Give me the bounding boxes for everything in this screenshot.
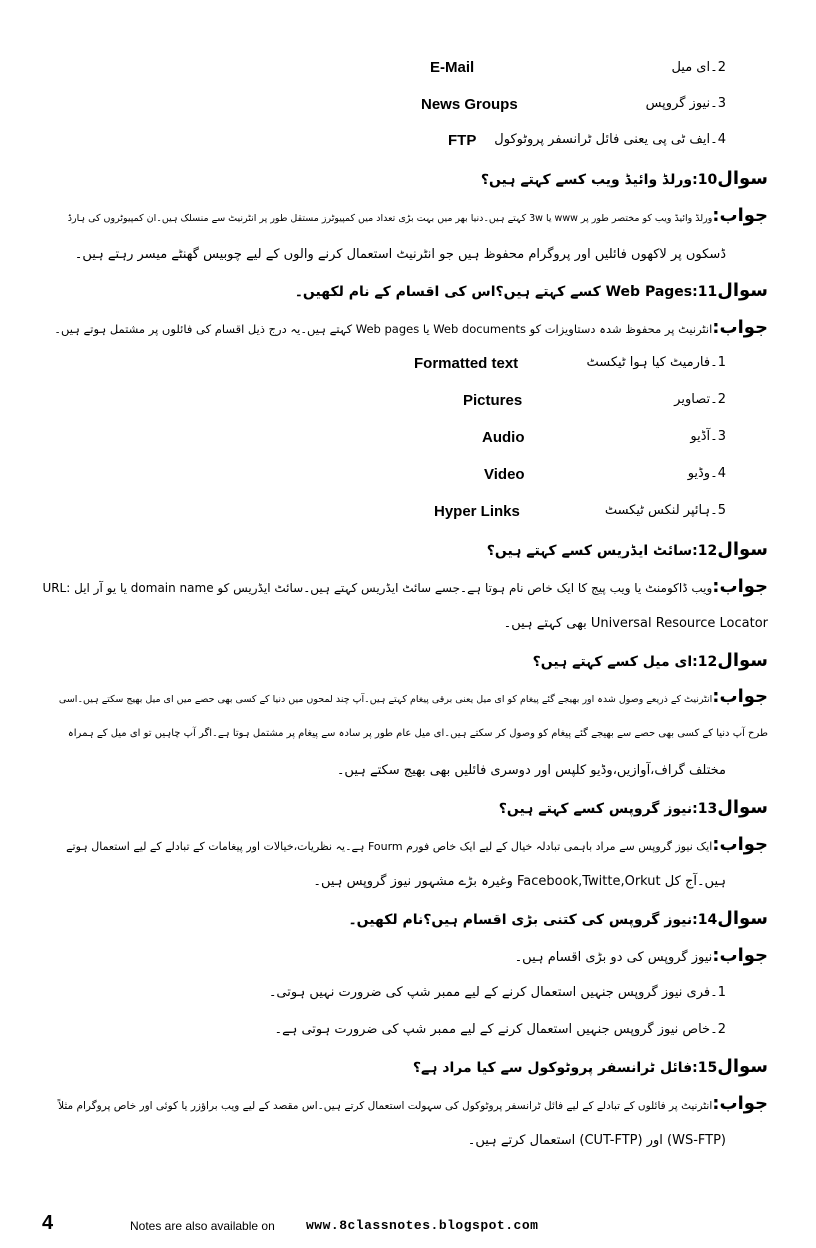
question-text: 14:نیوز گروپس کی کتنی بڑی اقسام ہیں؟نام لکھیں۔ xyxy=(348,912,718,928)
answer-14-item-1: 1۔فری نیوز گروپس جنہیں استعمال کرنے کے لیے ممبر شپ کی ضرورت نہیں ہوتی۔ xyxy=(268,985,726,1000)
answer-14-item-2: 2۔خاص نیوز گروپس جنہیں استعمال کرنے کے لیے ممبر شپ کی ضرورت ہوتی ہے۔ xyxy=(274,1022,726,1037)
answer-label: جواب: xyxy=(712,317,768,338)
answer-10-line-2: ڈسکوں پر لاکھوں فائلیں اور پروگرام محفوظ ہیں جو انٹرنیٹ استعمال کرنے والوں کے لیے چوبیس گھنٹے میسر رہتے ہیں۔ xyxy=(74,247,726,262)
answer-label: جواب: xyxy=(712,686,768,707)
answer-15-line-2: (WS-FTP) اور (CUT-FTP) استعمال کرتے ہیں۔ xyxy=(467,1133,726,1148)
question-14 xyxy=(348,909,768,930)
question-label: سوال xyxy=(717,797,768,818)
list-item-english: E-Mail xyxy=(430,59,475,76)
list-item-english: Video xyxy=(484,466,525,483)
answer-text: انٹرنیٹ پر محفوظ شدہ دستاویزات کو Web documents یا Web pages کہتے ہیں۔یہ درج ذیل اقسام کی فائلوں پر مشتمل ہوتے ہیں۔ xyxy=(54,322,713,336)
answer-text: نیوز گروپس کی دو بڑی اقسام ہیں۔ xyxy=(514,950,713,965)
answer-text: انٹرنیٹ کے ذریعے وصول شدہ اور بھیجے گئے پیغام کو ای میل یعنی برقی پیغام کہتے ہیں۔آپ چند لمحوں میں دنیا کے کسی بھی حصے میں ای میل بھیج سکتے ہیں۔اسی xyxy=(58,694,713,705)
answer-11-line-1 xyxy=(54,318,768,339)
list-item-urdu: 4۔وڈیو xyxy=(687,466,726,481)
question-label: سوال xyxy=(717,280,768,301)
footer-note: Notes are also available on xyxy=(130,1219,275,1233)
question-text: 10:ورلڈ وائیڈ ویب کسے کہتے ہیں؟ xyxy=(480,172,718,188)
question-label: سوال xyxy=(717,908,768,929)
question-text: 15:فائل ٹرانسفر پروٹوکول سے کیا مراد ہے؟ xyxy=(412,1060,718,1076)
list-item-english: Audio xyxy=(482,429,525,446)
answer-14-line-1 xyxy=(515,946,768,968)
question-15 xyxy=(413,1057,768,1078)
answer-12-email-line-2: طرح آپ دنیا کے کسی بھی حصے سے بھیجے گئے پیغام کو وصول کر سکتے ہیں۔ای میل عام طور پر سادہ سے پیغام پر مشتمل ہوتا ہے۔اگر آپ چاہیں تو ای میل کے ہمراہ xyxy=(67,728,768,739)
answer-10-line-1 xyxy=(68,206,768,229)
question-12-site-address xyxy=(487,540,768,561)
list-item-urdu: 3۔نیوز گروپس xyxy=(645,96,726,111)
list-item-urdu: 3۔آڈیو xyxy=(690,429,726,444)
list-item-english: Formatted text xyxy=(414,355,519,372)
question-text: 13:نیوز گروپس کسے کہتے ہیں؟ xyxy=(498,801,718,817)
answer-label: جواب: xyxy=(712,1093,768,1114)
list-item-urdu: 5۔ہائپر لنکس ٹیکسٹ xyxy=(604,503,726,518)
list-item-english: FTP xyxy=(448,132,477,149)
answer-13-line-2: ہیں۔آج کل Facebook,Twitte,Orkut وغیرہ بڑے مشہور نیوز گروپس ہیں۔ xyxy=(313,874,726,889)
page-number: 4 xyxy=(42,1212,54,1234)
list-item-urdu: 4۔ایف ٹی پی یعنی فائل ٹرانسفر پروٹوکول xyxy=(494,132,726,147)
answer-12-site-address-line-2: Universal Resource Locator بھی کہتے ہیں۔ xyxy=(503,616,768,631)
question-text: 12:ای میل کسے کہتے ہیں؟ xyxy=(532,654,718,670)
question-11 xyxy=(295,281,768,302)
answer-15-line-1 xyxy=(58,1094,768,1116)
answer-label: جواب: xyxy=(712,576,768,597)
question-12-email xyxy=(533,651,768,672)
question-text: 12:سائٹ ایڈریس کسے کہتے ہیں؟ xyxy=(486,543,718,559)
question-label: سوال xyxy=(717,168,768,189)
answer-13-line-1 xyxy=(66,835,768,857)
list-item-english: Pictures xyxy=(463,392,523,409)
footer-url: www.8classnotes.blogspot.com xyxy=(306,1218,539,1233)
list-item-urdu: 1۔فارمیٹ کیا ہوا ٹیکسٹ xyxy=(586,355,726,370)
question-10 xyxy=(481,169,768,190)
answer-text: ایک نیوز گروپس سے مراد باہمی تبادلہ خیال کے لیے ایک خاص فورم Fourm ہے۔یہ نظریات،خیالات اور پیغامات کے تبادلے کے لیے استعمال ہوتے xyxy=(66,840,713,853)
answer-12-email-line-1 xyxy=(59,687,768,710)
answer-label: جواب: xyxy=(712,205,768,226)
answer-label: جواب: xyxy=(712,945,768,966)
answer-text: ورلڈ وائیڈ ویب کو مختصر طور پر www یا 3w کہتے ہیں۔دنیا بھر میں بہت بڑی تعداد میں کمپیوٹرز مستقل طور پر انٹرنیٹ سے منسلک ہیں۔ان کمپیوٹروں کی ہارڈ xyxy=(67,213,713,224)
answer-text: انٹرنیٹ پر فائلوں کے تبادلے کے لیے فائل ٹرانسفر پروٹوکول کی سہولت استعمال کرتے ہیں۔اس مقصد کے لیے ویب براؤزر یا کوئی اور خاص پروگرام مثلاً xyxy=(58,1100,713,1112)
question-13 xyxy=(499,798,768,819)
question-label: سوال xyxy=(717,539,768,560)
answer-12-email-line-3: مختلف گراف،آوازیں،وڈیو کلپس اور دوسری فائلیں بھی بھیج سکتے ہیں۔ xyxy=(336,763,726,778)
answer-label: جواب: xyxy=(712,834,768,855)
list-item-urdu: 2۔تصاویر xyxy=(674,392,726,407)
list-item-english: Hyper Links xyxy=(434,503,520,520)
answer-12-site-address-line-1 xyxy=(42,577,768,598)
list-item-urdu: 2۔ای میل xyxy=(671,60,726,75)
question-text: 11:Web Pages کسے کہتے ہیں؟اس کی اقسام کے نام لکھیں۔ xyxy=(294,284,718,300)
answer-text: ویب ڈاکومنٹ یا ویب پیج کا ایک خاص نام ہوتا ہے۔جسے سائٹ ایڈریس کہتے ہیں۔سائٹ ایڈریس کو domain name یا یو آر ایل :URL xyxy=(42,581,713,595)
list-item-english: News Groups xyxy=(421,96,518,113)
question-label: سوال xyxy=(717,650,768,671)
question-label: سوال xyxy=(717,1056,768,1077)
